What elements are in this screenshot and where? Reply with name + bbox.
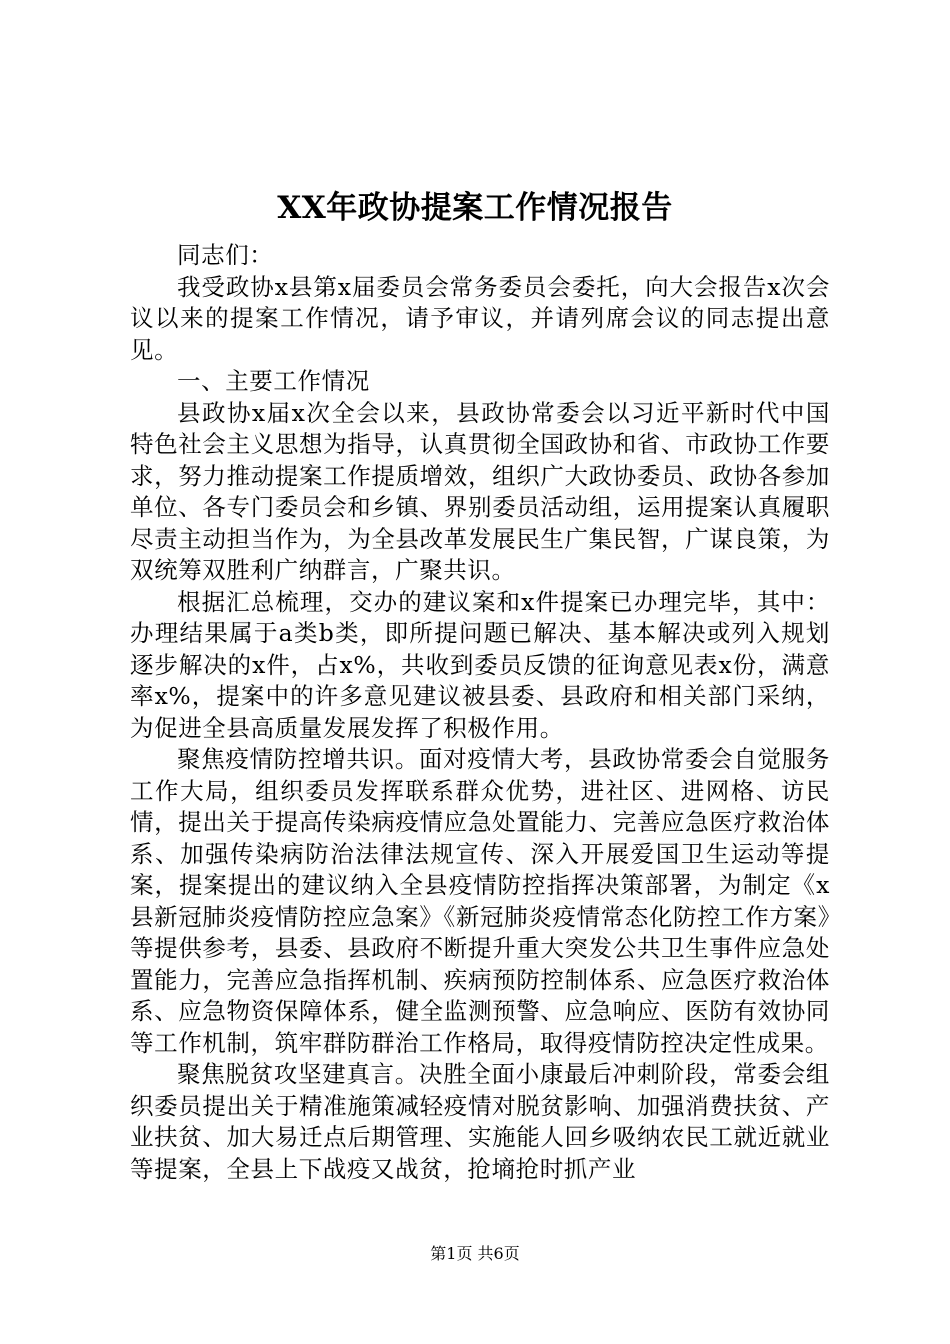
salutation: 同志们： [177, 241, 274, 269]
section-heading: 一、主要工作情况 [177, 367, 370, 395]
paragraph-poverty: 聚焦脱贫攻坚建真言。决胜全面小康最后冲刺阶段，常委会组织委员提出关于精准施策减轻疫情对脱贫影响、加强消费扶贫、产业扶贫、加大易迁点后期管理、实施能人回乡吸纳农民工就近就业等提案，全县上下战疫又战贫，抢墒抢时抓产业 [130, 1060, 830, 1183]
paragraph-results: 根据汇总梳理，交办的建议案和x件提案已办理完毕，其中：办理结果属于a类b类，即所提问题已解决、基本解决或列入规划逐步解决的x件，占x%，共收到委员反馈的征询意见表x份，满意率x%，提案中的许多意见建议被县委、县政府和相关部门采纳，为促进全县高质量发展发挥了积极作用。 [130, 587, 830, 742]
paragraph-overview: 县政协x届x次全会以来，县政协常委会以习近平新时代中国特色社会主义思想为指导，认真贯彻全国政协和省、市政协工作要求，努力推动提案工作提质增效，组织广大政协委员、政协各参加单位、各专门委员会和乡镇、界别委员活动组，运用提案认真履职尽责主动担当作为，为全县改革发展民生广集民智，广谋良策，为双统筹双胜利广纳群言，广聚共识。 [130, 398, 830, 584]
document-title: XX年政协提案工作情况报告 [277, 190, 673, 226]
paragraph-epidemic: 聚焦疫情防控增共识。面对疫情大考，县政协常委会自觉服务工作大局，组织委员发挥联系群众优势，进社区、进网格、访民情，提出关于提高传染病疫情应急处置能力、完善应急医疗救治体系、加强传染病防治法律法规宣传、深入开展爱国卫生运动等提案，提案提出的建议纳入全县疫情防控指挥决策部署，为制定《x县新冠肺炎疫情防控应急案》《新冠肺炎疫情常态化防控工作方案》等提供参考，县委、县政府不断提升重大突发公共卫生事件应急处置能力，完善应急指挥机制、疾病预防控制体系、应急医疗救治体系、应急物资保障体系，健全监测预警、应急响应、医防有效协同等工作机制，筑牢群防群治工作格局，取得疫情防控决定性成果。 [130, 745, 830, 1057]
page-number-footer: 第1页 共6页 [430, 1244, 520, 1263]
paragraph-intro: 我受政协x县第x届委员会常务委员会委托，向大会报告x次会议以来的提案工作情况，请予审议，并请列席会议的同志提出意见。 [130, 272, 830, 364]
document-body [130, 240, 830, 1185]
